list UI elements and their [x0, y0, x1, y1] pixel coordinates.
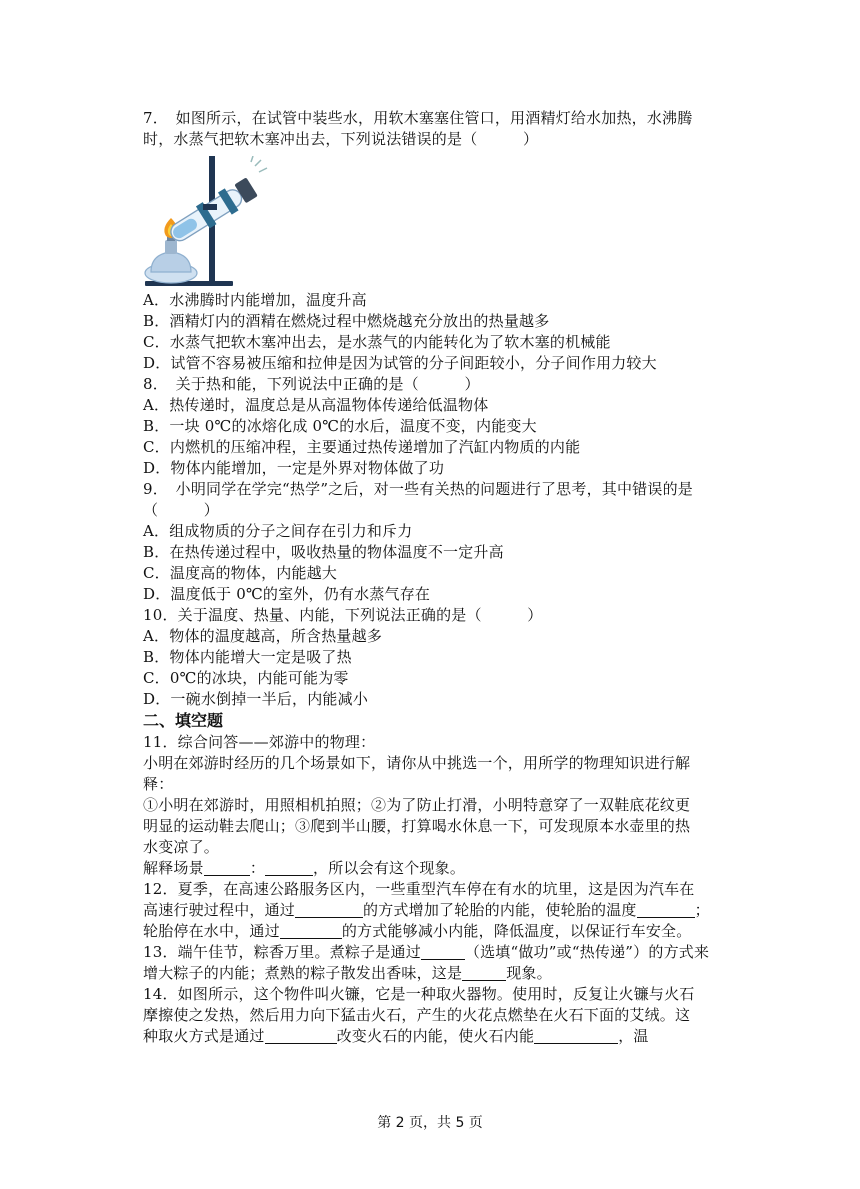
q11-blank-explanation[interactable]	[265, 860, 313, 876]
q9-stem-line1: 9． 小明同学在学完“热学”之后，对一些有关热的问题进行了思考，其中错误的是	[143, 480, 693, 498]
q8-option-a: A．热传递时，温度总是从高温物体传递给低温物体	[143, 396, 489, 414]
q10-option-b: B．物体内能增大一定是吸了热	[143, 648, 352, 666]
q8-stem: 8． 关于热和能，下列说法中正确的是（ ）	[143, 375, 480, 393]
q14-line3	[143, 1026, 723, 1047]
q9-option-a: A．组成物质的分子之间存在引力和斥力	[143, 522, 413, 540]
q10-stem: 10．关于温度、热量、内能，下列说法正确的是（ ）	[143, 606, 543, 624]
q12-line2-text-a: 高速行驶过程中，通过	[143, 901, 296, 919]
q13-line2-text-b: 现象。	[506, 964, 552, 982]
q11-line1: 11．综合问答——郊游中的物理：	[143, 733, 376, 751]
q12-line3-text-b: 的方式能够减小内能，降低温度，以保证行车安全。	[341, 922, 692, 940]
q14-line3-text-c: ，温	[618, 1027, 649, 1045]
q11-line2: 小明在郊游时经历的几个场景如下，请你从中挑选一个，用所学的物理知识进行解	[143, 754, 691, 772]
q7-stem-line2: 时，水蒸气把软木塞冲出去，下列说法错误的是（ ）	[143, 130, 539, 148]
exam-page	[143, 108, 723, 1047]
q11-answer-prefix: 解释场景	[143, 859, 204, 877]
q14-blank-method[interactable]	[265, 1028, 337, 1044]
section-heading-fill-in: 二、填空题	[143, 711, 224, 730]
q13-line1-text-b: （选填“做功”或“热传递”）的方式来	[464, 943, 710, 961]
q9-option-b: B．在热传递过程中，吸收热量的物体温度不一定升高	[143, 543, 504, 561]
q8-option-d: D．物体内能增加，一定是外界对物体做了功	[143, 459, 445, 477]
q11-line6: 水变凉了。	[143, 838, 220, 856]
q7-option-a: A．水沸腾时内能增加，温度升高	[143, 291, 367, 309]
q14-line3-text-a: 种取火方式是通过	[143, 1027, 265, 1045]
q12-line1: 12．夏季，在高速公路服务区内，一些重型汽车停在有水的坑里，这是因为汽车在	[143, 880, 695, 898]
q13-blank-phenomenon[interactable]	[462, 965, 506, 981]
q9-stem-line2: （ ）	[143, 501, 220, 519]
q11-line3: 释：	[143, 775, 174, 793]
q13-line1-text-a: 13．端午佳节，粽香万里。煮粽子是通过	[143, 943, 421, 961]
q12-line3-text-a: 轮胎停在水中，通过	[143, 922, 280, 940]
q14-line2: 摩擦使之发热，然后用力向下猛击火石，产生的火花点燃垫在火石下面的艾绒。这	[143, 1006, 691, 1024]
q11-answer-colon: ：	[249, 859, 266, 877]
q12-line2-text-c: ；	[694, 901, 710, 919]
q7-option-c: C．水蒸气把软木塞冲出去，是水蒸气的内能转化为了软木塞的机械能	[143, 333, 611, 351]
q12-line3	[143, 921, 723, 942]
q9-option-c: C．温度高的物体，内能越大	[143, 564, 338, 582]
q13-line1	[143, 942, 723, 963]
q12-blank-method-2[interactable]	[280, 923, 342, 939]
q11-answer-suffix: ，所以会有这个现象。	[313, 859, 466, 877]
q8-option-c: C．内燃机的压缩冲程，主要通过热传递增加了汽缸内物质的内能	[143, 438, 581, 456]
q14-line3-text-b: 改变火石的内能，使火石内能	[336, 1027, 535, 1045]
q12-blank-temperature[interactable]	[637, 902, 695, 918]
q14-blank-internal-energy[interactable]	[534, 1028, 618, 1044]
q10-option-d: D．一碗水倒掉一半后，内能减小	[143, 690, 369, 708]
q11-answer-line	[143, 858, 723, 879]
q13-line2-text-a: 增大粽子的内能；煮熟的粽子散发出香味，这是	[143, 964, 463, 982]
q7-stem-line1: 7． 如图所示，在试管中装些水，用软木塞塞住管口，用酒精灯给水加热，水沸腾	[143, 109, 693, 127]
q8-option-b: B．一块 0℃的冰熔化成 0℃的水后，温度不变，内能变大	[143, 417, 537, 435]
q12-line2	[143, 900, 723, 921]
page-footer: 第 2 页，共 5 页	[377, 1115, 483, 1131]
q14-line1: 14．如图所示，这个物件叫火镰，它是一种取火器物。使用时，反复让火镰与火石	[143, 985, 695, 1003]
q10-option-c: C．0℃的冰块，内能可能为零	[143, 669, 349, 687]
q11-line5: 明显的运动鞋去爬山；③爬到半山腰，打算喝水休息一下，可发现原本水壶里的热	[143, 817, 691, 835]
q7-option-d: D．试管不容易被压缩和拉伸是因为试管的分子间距较小，分子间作用力较大	[143, 354, 657, 372]
q12-line2-text-b: 的方式增加了轮胎的内能，使轮胎的温度	[363, 901, 637, 919]
q13-line2	[143, 963, 723, 984]
q11-line4: ①小明在郊游时，用照相机拍照；②为了防止打滑，小明特意穿了一双鞋底花纹更	[143, 796, 691, 814]
q12-blank-method-1[interactable]	[295, 902, 363, 918]
q10-option-a: A．物体的温度越高，所含热量越多	[143, 627, 383, 645]
q7-option-b: B．酒精灯内的酒精在燃烧过程中燃烧越充分放出的热量越多	[143, 312, 550, 330]
q9-option-d: D．温度低于 0℃的室外，仍有水蒸气存在	[143, 585, 431, 603]
q7-figure-test-tube-heating	[143, 156, 268, 290]
q13-blank-method[interactable]	[421, 944, 465, 960]
q11-blank-scene[interactable]	[204, 860, 250, 876]
